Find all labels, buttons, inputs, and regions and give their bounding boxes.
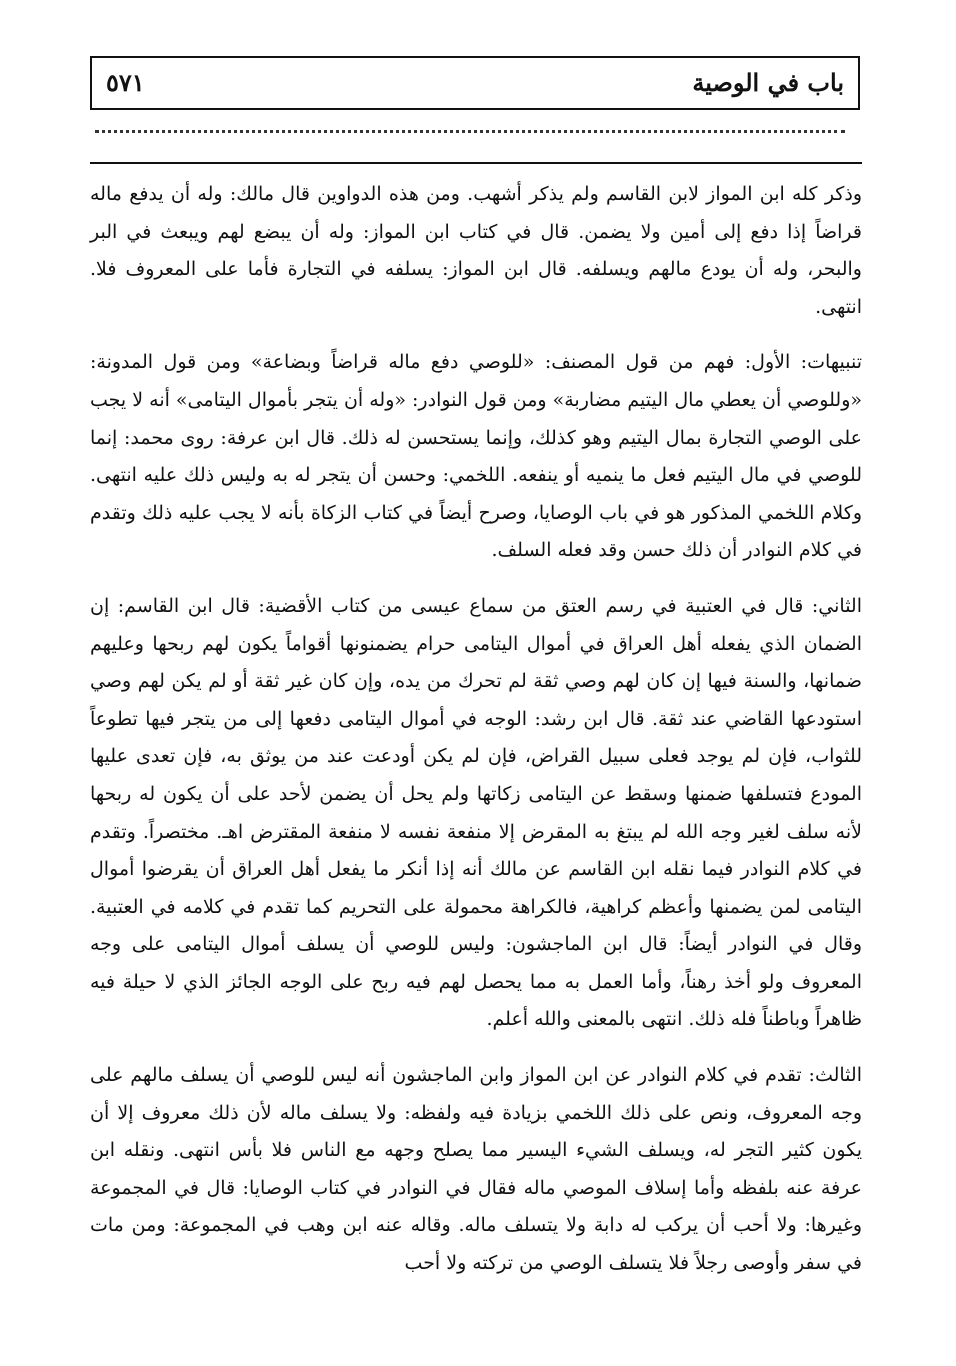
dotted-divider [95, 130, 845, 133]
chapter-title: باب في الوصية [692, 68, 844, 97]
paragraph-first-note: تنبيهات: الأول: فهم من قول المصنف: «للوصي دفع ماله قراضاً وبضاعة» ومن قول المدونة: «وللوصي أن يعطي مال اليتيم مضاربة» ومن قول النوادر: «وله أن يتجر بأموال اليتامى» أنه لا يجب على الوصي التجارة بمال اليتيم وهو كذلك، وإنما يستحسن له ذلك. قال ابن عرفة: روى محمد: إنما للوصي في مال اليتيم فعل ما ينميه أو ينفعه. اللخمي: وحسن أن يتجر له به وليس ذلك عليه انتهى. وكلام اللخمي المذكور هو في باب الوصايا، وصرح أيضاً في كتاب الزكاة بأنه لا يجب عليه ذلك وتقدم في كلام النوادر أن ذلك حسن وقد فعله السلف. [90, 351, 862, 562]
paragraph-intro: وذكر كله ابن المواز لابن القاسم ولم يذكر أشهب. ومن هذه الدواوين قال مالك: وله أن يدفع ماله قراضاً إذا دفع إلى أمين ولا يضمن. قال في كتاب ابن المواز: وله أن يبضع لهم ويبعث في البر والبحر، وله أن يودع مالهم ويسلفه. قال ابن المواز: يسلفه في التجارة فأما على المعروف فلا. انتهى. [90, 183, 862, 318]
page-body [90, 176, 862, 1283]
paragraph-third-note: الثالث: تقدم في كلام النوادر عن ابن المواز وابن الماجشون أنه ليس للوصي أن يسلف مالهم على وجه المعروف، ونص على ذلك اللخمي بزيادة فيه ولفظه: ولا يسلف ماله لأن ذلك معروف إلا أن يكون كثير التجر له، ويسلف الشيء اليسير مما يصلح وجهه مع الناس فلا بأس انتهى. ونقله ابن عرفة عنه بلفظه وأما إسلاف الموصي ماله فقال في النوادر في كتاب الوصايا: قال في المجموعة وغيرها: ولا أحب أن يركب له دابة ولا يتسلف ماله. وقاله عنه ابن وهب في المجموعة: ومن مات في سفر وأوصى رجلاً فلا يتسلف الوصي من تركته ولا أحب [90, 1064, 862, 1275]
page-header [90, 56, 860, 110]
paragraph-second-note: الثاني: قال في العتبية في رسم العتق من سماع عيسى من كتاب الأقضية: قال ابن القاسم: إن الضمان الذي يفعله أهل العراق في أموال اليتامى حرام يضمنونها أقواماً يكون لهم ربحها وعليهم ضمانها، والسنة فيها إن كان لهم وصي ثقة لم تحرك من يده، وإن كان غير ثقة أو لم يكن لهم وصي استودعها القاضي عند ثقة. قال ابن رشد: الوجه في أموال اليتامى دفعها إلى من يتجر فيها تطوعاً للثواب، فإن لم يوجد فعلى سبيل القراض، فإن لم يكن أودعت عند من يوثق به، فإن تعدى عليها المودع فتسلفها ضمنها وسقط عن اليتامى زكاتها ولم يحل أن يضمن لأحد على أن يكون له ربحها لأنه سلف لغير وجه الله لم يبتغ به المقرض إلا منفعة نفسه لا منفعة المقترض اهـ. مختصراً. وتقدم في كلام النوادر فيما نقله ابن القاسم عن مالك أنه إذا أنكر ما يفعل أهل العراق أن يقرضوا أموال اليتامى لمن يضمنها وأعظم كراهية، فالكراهة محمولة على التحريم كما تقدم في كلامه في العتبية. وقال في النوادر أيضاً: قال ابن الماجشون: وليس للوصي أن يسلف أموال اليتامى على وجه المعروف ولو أخذ رهناً، وأما العمل به مما يحصل لهم فيه ربح على الوجه الجائز الذي لا حيلة فيه ظاهراً وباطناً فله ذلك. انتهى بالمعنى والله أعلم. [90, 594, 862, 1031]
header-divider [90, 162, 862, 164]
page-number: ٥٧١ [106, 68, 145, 97]
